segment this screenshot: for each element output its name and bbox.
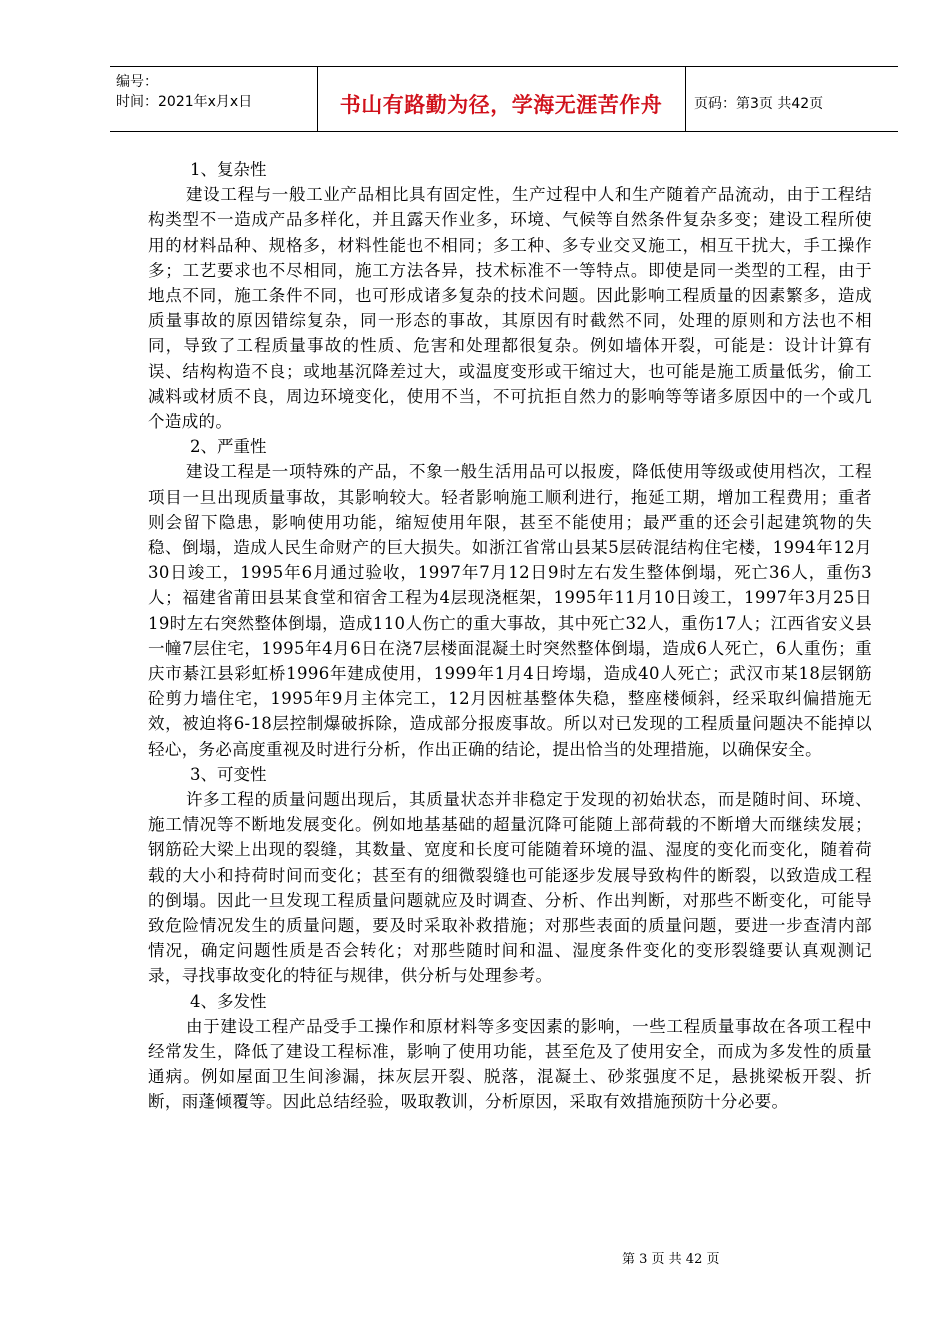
document-number-label: 编号：	[116, 74, 158, 90]
document-body	[148, 157, 872, 1115]
section-heading: 1、复杂性	[190, 160, 267, 179]
section-heading: 3、可变性	[190, 764, 267, 784]
header-meta-cell	[110, 67, 318, 131]
header-motto: 书山有路勤为径，学海无涯苦作舟	[339, 93, 663, 117]
document-time-label: 时间：2021年x月x日	[116, 94, 253, 110]
body-paragraph: 许多工程的质量问题出现后，其质量状态并非稳定于发现的初始状态，而是随时间、环境、施工情况等不断地发展变化。例如地基基础的超量沉降可能随上部荷载的不断增大而继续发展；钢筋砼大梁上出现的裂缝，其数量、宽度和长度可能随着环境的温、湿度的变化而变化，随着荷载的大小和持荷时间而变化；甚至有的细微裂缝也可能逐步发展导致构件的断裂，以致造成工程的倒塌。因此一旦发现工程质量问题就应及时调查、分析、作出判断，对那些不断变化，可能导致危险情况发生的质量问题，要及时采取补救措施；对那些表面的质量问题，要进一步查清内部情况，确定问题性质是否会转化；对那些随时间和温、湿度条件变化的变形裂缝要认真观测记录，寻找事故变化的特征与规律，供分析与处理参考。	[148, 790, 872, 986]
section-heading: 4、多发性	[190, 991, 267, 1011]
body-paragraph: 建设工程与一般工业产品相比具有固定性，生产过程中人和生产随着产品流动，由于工程结构类型不一造成产品多样化，并且露天作业多，环境、气候等自然条件复杂多变；建设工程所使用的材料品种、规格多，材料性能也不相同；多工种、多专业交叉施工，相互干扰大，手工操作多；工艺要求也不尽相同，施工方法各异，技术标准不一等特点。即使是同一类型的工程，由于地点不同，施工条件不同，也可形成诸多复杂的技术问题。因此影响工程质量的因素繁多，造成质量事故的原因错综复杂，同一形态的事故，其原因有时截然不同，处理的原则和方法也不相同，导致了工程质量事故的性质、危害和处理都很复杂。例如墙体开裂，可能是：设计计算有误、结构构造不良；或地基沉降差过大，或温度变形或干缩过大，也可能是施工质量低劣，偷工减料或材质不良，周边环境变化，使用不当，不可抗拒自然力的影响等等诸多原因中的一个或几个造成的。	[148, 185, 872, 432]
page-footer: 第 3 页 共 42 页	[622, 1252, 720, 1267]
body-paragraph: 由于建设工程产品受手工操作和原材料等多变因素的影响，一些工程质量事故在各项工程中经常发生，降低了建设工程标准，影响了使用功能，甚至危及了使用安全，而成为多发性的质量通病。例如屋面卫生间渗漏，抹灰层开裂、脱落，混凝土、砂浆强度不足，悬挑梁板开裂、折断，雨蓬倾覆等。因此总结经验，吸取教训，分析原因，采取有效措施预防十分必要。	[148, 1016, 872, 1112]
header-motto-cell	[317, 67, 686, 131]
header-page-cell	[686, 67, 898, 131]
header-page-number: 页码：第3页 共42页	[694, 96, 824, 112]
section-heading: 2、严重性	[190, 437, 267, 457]
page-header	[110, 66, 898, 132]
body-paragraph: 建设工程是一项特殊的产品，不象一般生活用品可以报废，降低使用等级或使用档次，工程项目一旦出现质量事故，其影响较大。轻者影响施工顺利进行，拖延工期，增加工程费用；重者则会留下隐患，影响使用功能，缩短使用年限，甚至不能使用；最严重的还会引起建筑物的失稳、倒塌，造成人民生命财产的巨大损失。如浙江省常山县某5层砖混结构住宅楼，1994年12月30日竣工，1995年6月通过验收，1997年7月12日9时左右发生整体倒塌，死亡36人，重伤3人；福建省莆田县某食堂和宿舍工程为4层现浇框架，1995年11月10日竣工，1997年3月25日19时左右突然整体倒塌，造成110人伤亡的重大事故，其中死亡32人，重伤17人；江西省安义县一幢7层住宅，1995年4月6日在浇7层楼面混凝土时突然整体倒塌，造成6人死亡，6人重伤；重庆市綦江县彩虹桥1996年建成使用，1999年1月4日垮塌，造成40人死亡；武汉市某18层钢筋砼剪力墙住宅，1995年9月主体完工，12月因桩基整体失稳，整座楼倾斜，经采取纠偏措施无效，被迫将6-18层控制爆破拆除，造成部分报废事故。所以对已发现的工程质量问题决不能掉以轻心，务必高度重视及时进行分析，作出正确的结论，提出恰当的处理措施，以确保安全。	[148, 462, 872, 759]
